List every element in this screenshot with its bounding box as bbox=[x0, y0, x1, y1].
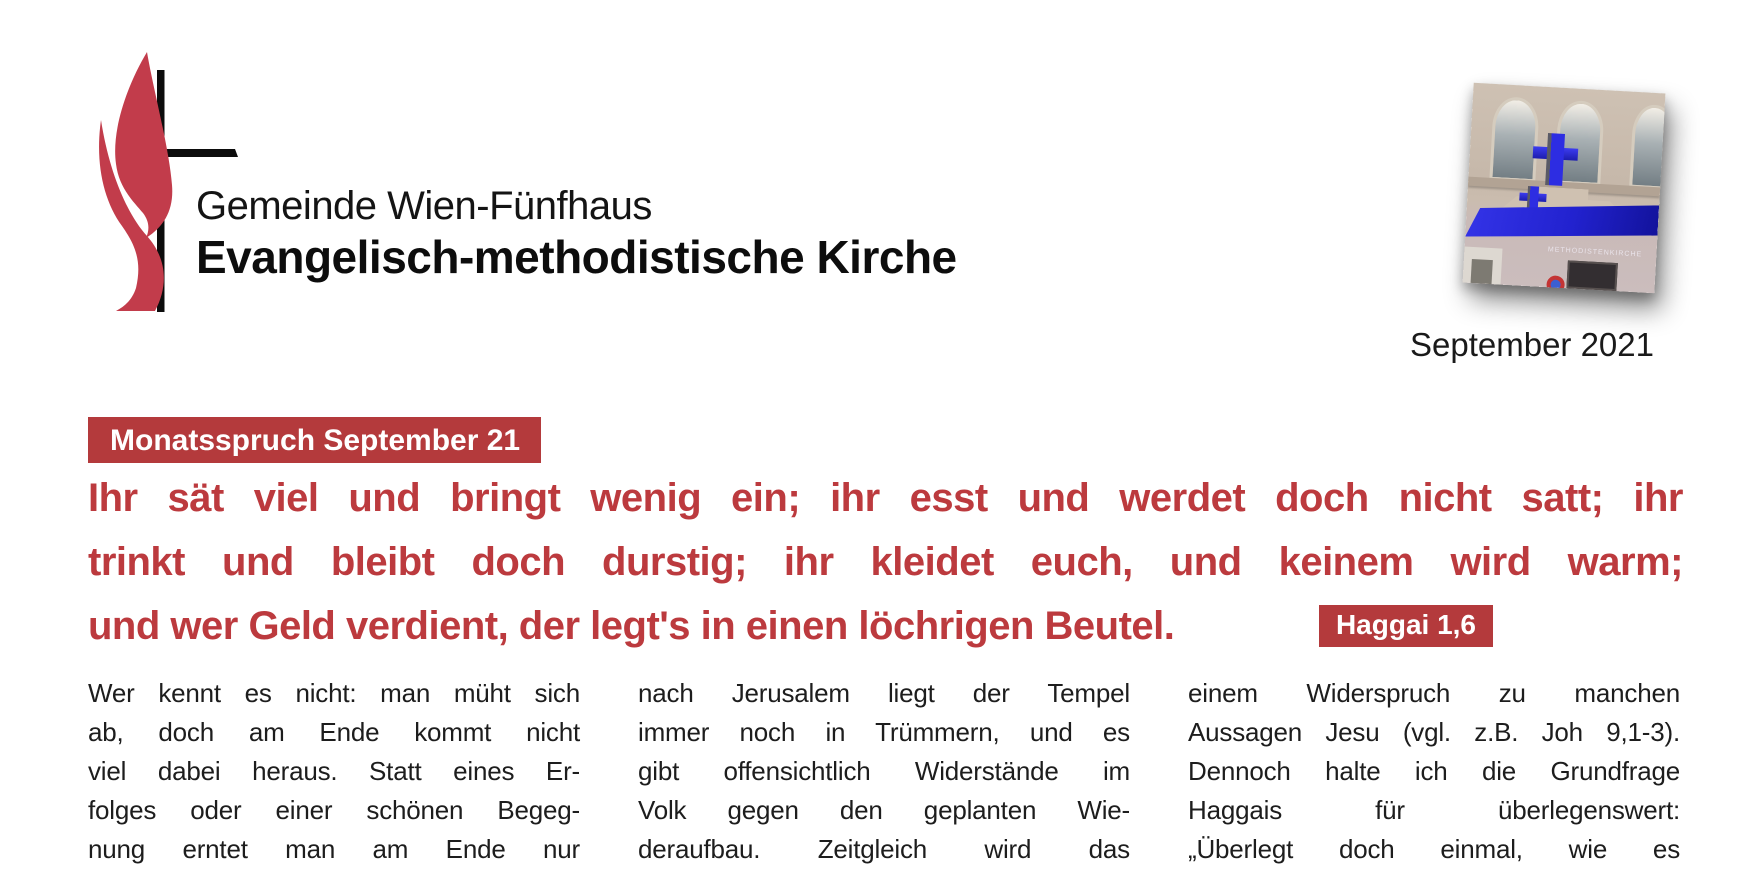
monthly-verse-banner: Monatsspruch September 21 bbox=[88, 417, 541, 463]
article-text-line: Volk gegen den geplanten Wie- bbox=[638, 795, 1130, 825]
article-column-3 bbox=[1188, 674, 1680, 869]
blue-cross-icon bbox=[1545, 133, 1565, 186]
facade-window bbox=[1489, 96, 1540, 182]
issue-date: September 2021 bbox=[1409, 326, 1654, 363]
quote-line: trinkt und bleibt doch durstig; ihr kleidet euch, und keinem wird warm; bbox=[88, 540, 1683, 584]
article-column-1 bbox=[88, 674, 580, 869]
quote-line: Ihr sät viel und bringt wenig ein; ihr esst und werdet doch nicht satt; ihr bbox=[88, 476, 1683, 520]
article-text-line: Aussagen Jesu (vgl. z.B. Joh 9,1-3). bbox=[1188, 717, 1680, 747]
no-parking-sign-icon bbox=[1547, 275, 1566, 293]
article-text-line: Dennoch halte ich die Grundfrage bbox=[1188, 756, 1680, 786]
congregation-name: Gemeinde Wien-Fünfhaus bbox=[196, 184, 652, 228]
article-text-line: einem Widerspruch zu manchen bbox=[1188, 678, 1680, 708]
article-text-line: gibt offensichtlich Widerstände im bbox=[638, 756, 1130, 786]
church-door bbox=[1566, 260, 1617, 291]
article-text-line: Haggais für überlegenswert: bbox=[1188, 795, 1680, 825]
article-text-line: „Überlegt doch einmal, wie es bbox=[1188, 834, 1680, 864]
bible-reference-badge: Haggai 1,6 bbox=[1319, 605, 1493, 648]
article-body bbox=[88, 674, 1683, 884]
article-text-line: viel dabei heraus. Statt eines Er- bbox=[88, 756, 580, 786]
article-text-line: folges oder einer schönen Begeg- bbox=[88, 795, 580, 825]
article-text-line: immer noch in Trümmern, und es bbox=[638, 717, 1130, 747]
article-column-2 bbox=[638, 674, 1130, 869]
article-text-line: Wer kennt es nicht: man müht sich bbox=[88, 678, 580, 708]
article-text-line: nach Jerusalem liegt der Tempel bbox=[638, 678, 1130, 708]
church-name: Evangelisch-methodistische Kirche bbox=[196, 231, 957, 283]
article-text-line: ab, doch am Ende kommt nicht bbox=[88, 717, 580, 747]
quote-line: und wer Geld verdient, der legt's in einen löchrigen Beutel. bbox=[88, 604, 1175, 648]
masthead bbox=[196, 184, 957, 283]
facade-window bbox=[1629, 104, 1665, 190]
monthly-verse-quote bbox=[88, 466, 1683, 658]
basement-window bbox=[1470, 259, 1492, 284]
church-photo bbox=[1463, 83, 1666, 293]
photo-caption: METHODISTENKIRCHE bbox=[1547, 246, 1643, 259]
article-text-line: deraufbau. Zeitgleich wird das bbox=[638, 834, 1130, 864]
article-text-line: nung erntet man am Ende nur bbox=[88, 834, 580, 864]
